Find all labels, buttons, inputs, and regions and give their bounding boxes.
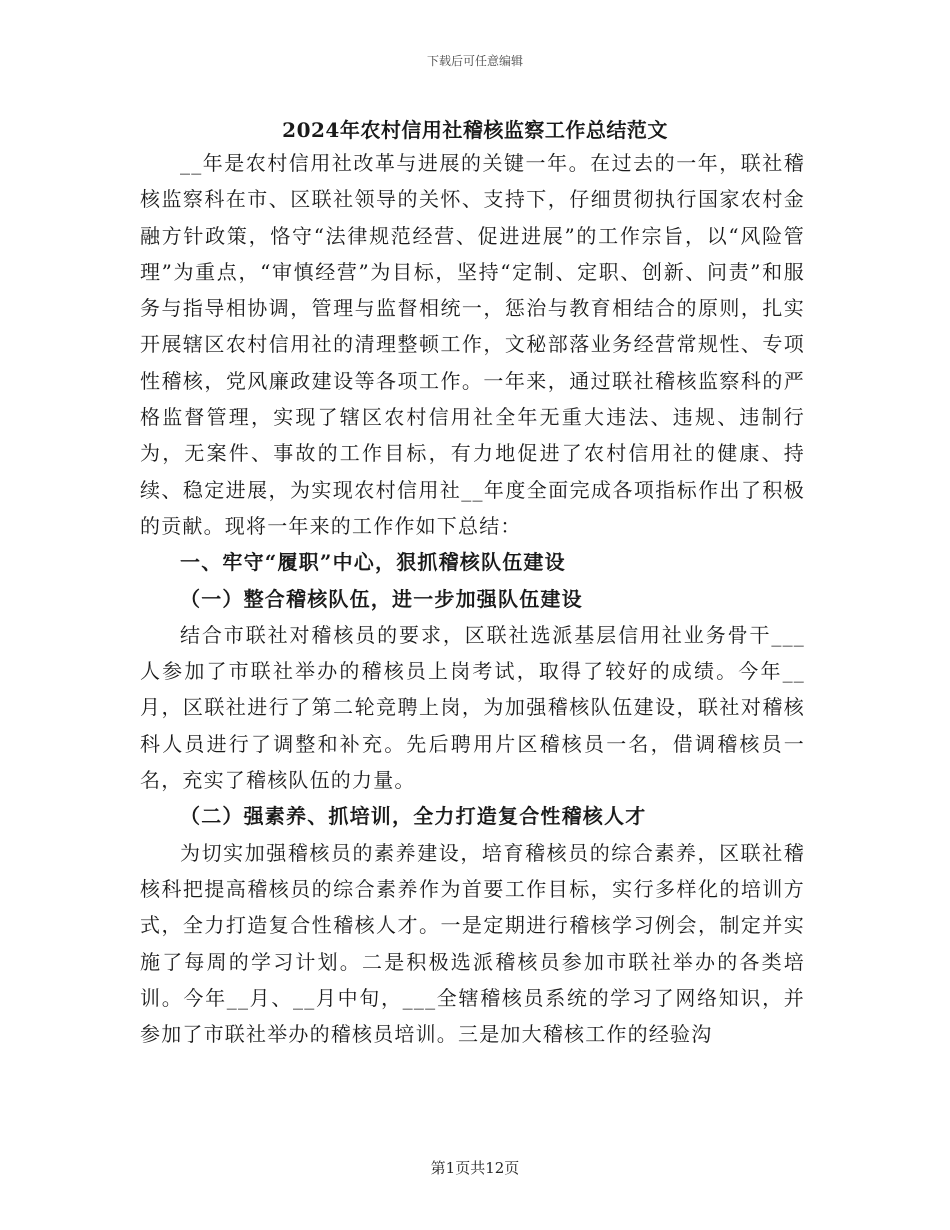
page-header-note: 下载后可任意编辑 — [426, 54, 523, 68]
section-heading: 一、牢守“履职”中心，狠抓稽核队伍建设 — [180, 550, 566, 575]
body-paragraph: 结合市联社对稽核员的要求，区联社选派基层信用社业务骨干___人参加了市联社举办的稽核员上岗考试，取得了较好的成绩。今年__月，区联社进行了第二轮竞聘上岗，为加强稽核队伍建设，联社对稽核科人员进行了调整和补充。先后聘用片区稽核员一名，借调稽核员一名，充实了稽核队伍的力量。 — [140, 622, 805, 793]
subsection-heading: （二）强素养、抓培训，全力打造复合性稽核人才 — [180, 804, 647, 829]
subsection-heading: （一）整合稽核队伍，进一步加强队伍建设 — [180, 586, 583, 611]
page-number: 第1页共12页 — [430, 1159, 520, 1177]
document-title: 2024年农村信用社稽核监察工作总结范文 — [282, 118, 668, 142]
intro-paragraph: __年是农村信用社改革与进展的关键一年。在过去的一年，联社稽核监察科在市、区联社领导的关怀、支持下，仔细贯彻执行国家农村金融方针政策，恪守“法律规范经营、促进进展”的工作宗旨，以“风险管理”为重点，“审慎经营”为目标，坚持“定制、定职、创新、问责”和服务与指导相协调，管理与监督相统一，惩治与教育相结合的原则，扎实开展辖区农村信用社的清理整顿工作，文秘部落业务经营常规性、专项性稽核，党风廉政建设等各项工作。一年来，通过联社稽核监察科的严格监督管理，实现了辖区农村信用社全年无重大违法、违规、违制行为，无案件、事故的工作目标，有力地促进了农村信用社的健康、持续、稳定进展，为实现农村信用社__年度全面完成各项指标作出了积极的贡献。现将一年来的工作作如下总结： — [140, 151, 805, 538]
document-body — [140, 145, 805, 1052]
body-paragraph: 为切实加强稽核员的素养建设，培育稽核员的综合素养，区联社稽核科把提高稽核员的综合素养作为首要工作目标，实行多样化的培训方式，全力打造复合性稽核人才。一是定期进行稽核学习例会，制定并实施了每周的学习计划。二是积极选派稽核员参加市联社举办的各类培训。今年__月、__月中旬，___全辖稽核员系统的学习了网络知识，并参加了市联社举办的稽核员培训。三是加大稽核工作的经验沟 — [140, 840, 805, 1047]
